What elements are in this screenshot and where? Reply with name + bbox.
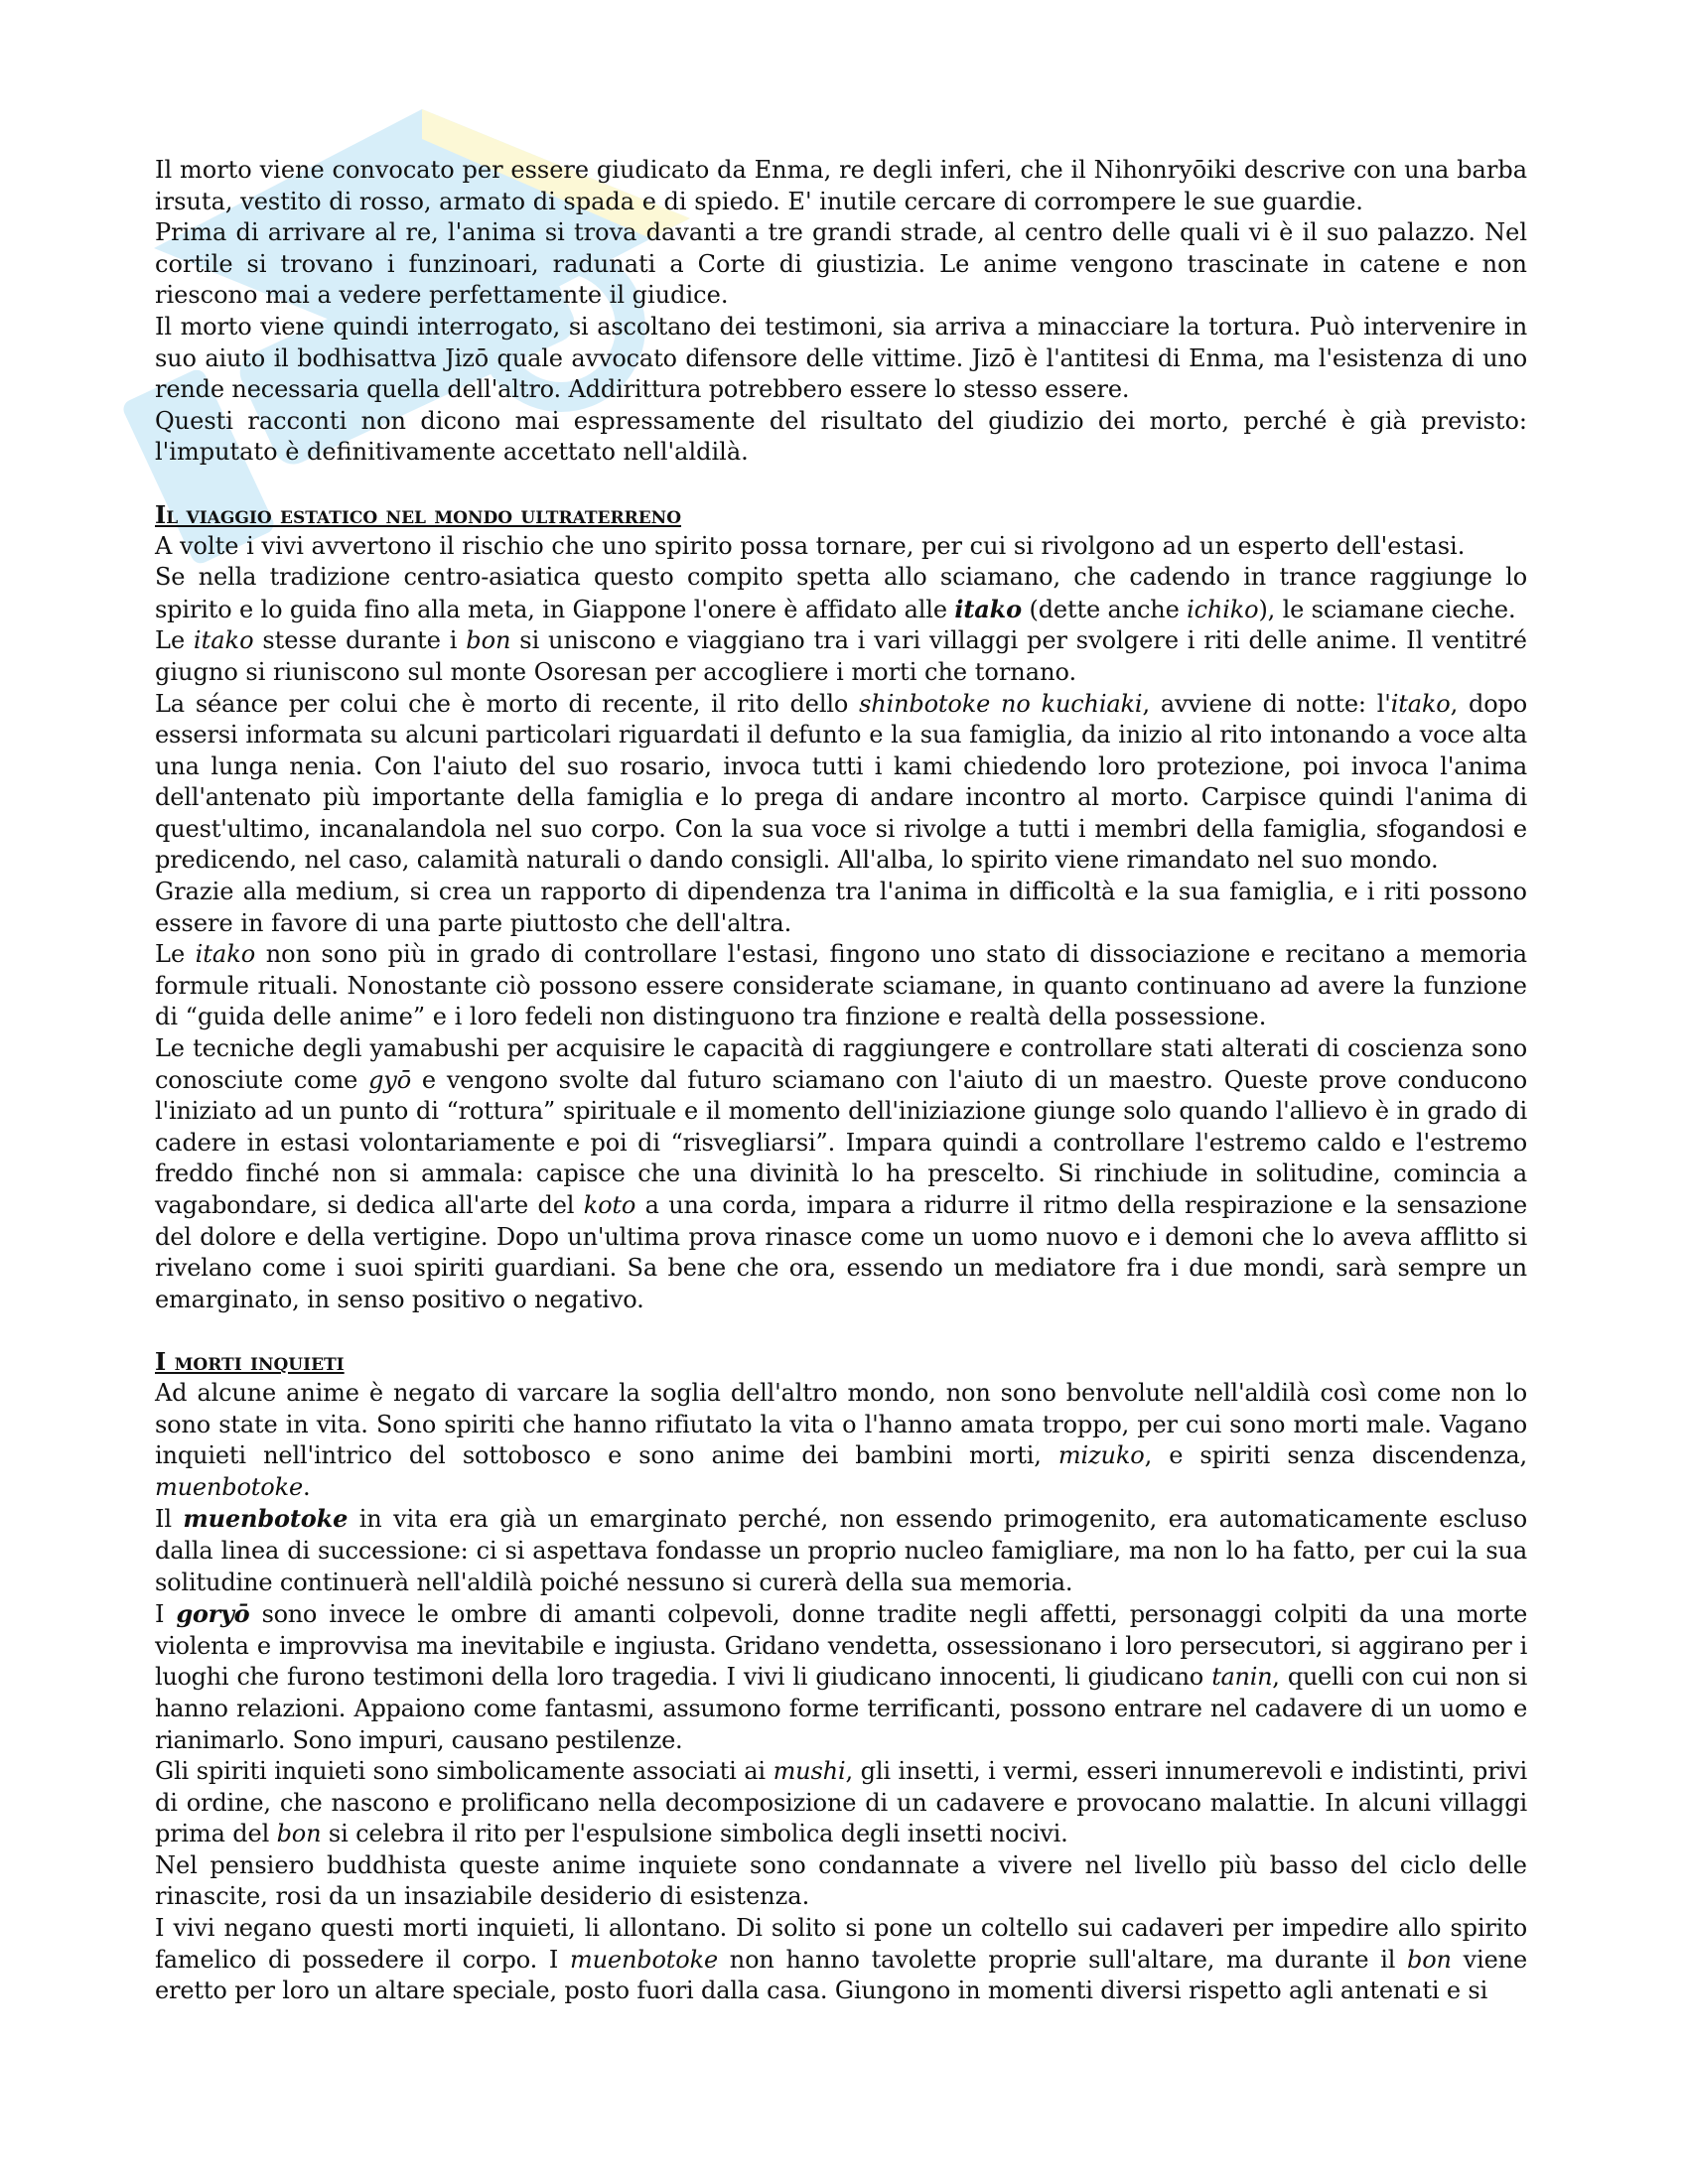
paragraph (155, 939, 1527, 1033)
text-run: , avviene di notte: l' (1142, 689, 1391, 718)
text-run: , e spiriti senza discendenza, (1144, 1441, 1527, 1470)
paragraph: Il morto viene convocato per essere giudicato da Enma, re degli inferi, che il Nihonryōiki descrive con una barba irsuta, vestito di rosso, armato di spada e di spiedo. E' inutile cercare di corrompere le sue guardie. (155, 156, 1527, 215)
text-run: a una corda, impara a ridurre il ritmo della respirazione e la sensazione del dolore e della vertigine. Dopo un'ultima prova rinasce come un uomo nuovo e i demoni che lo aveva afflitto si rivelano come i suoi spiriti guardiani. Sa bene che ora, essendo un mediatore fra i due mondi, sarà sempre un emarginato, in senso positivo o negativo. (155, 1191, 1528, 1313)
text-run: non sono più in grado di controllare l'estasi, fingono uno stato di dissociazione e recitano a memoria formule rituali. Nonostante ciò possono essere considerate sciamane, in quanto continuano ad avere la funzione di “guida delle anime” e i loro fedeli non distinguono tra finzione e realtà della possessione. (155, 940, 1527, 1031)
text-run: Le (155, 940, 196, 969)
section-restless-dead (155, 1346, 1527, 2006)
paragraph (155, 1913, 1527, 2007)
text-run: si uniscono e viaggiano tra i vari villaggi per svolgere i riti delle anime. Il ventitré giugno si riuniscono sul monte Osoresan per accogliere i morti che tornano. (155, 626, 1527, 686)
section-gap (155, 469, 1527, 499)
paragraph (155, 562, 1527, 625)
term-itako: itako (195, 940, 256, 969)
term-ichiko: ichiko (1187, 595, 1259, 623)
term-muenbotoke: muenbotoke (569, 1945, 719, 1974)
text-run: sono invece le ombre di amanti colpevoli, donne tradite negli affetti, personaggi colpiti da una morte violenta e improvvisa ma inevitabile e ingiusta. Gridano vendetta, ossessionano i loro persecutori, si aggirano per i luoghi che furono testimoni della loro tragedia. I vivi li giudicano innocenti, li giudicano (155, 1600, 1527, 1692)
text-run: , quelli con cui non si hanno relazioni. Appaiono come fantasmi, assumono forme terrificanti, possono entrare nel cadavere di un uomo e rianimarlo. Sono impuri, causano pestilenze. (155, 1663, 1528, 1754)
text-run: Ad alcune anime è negato di varcare la soglia dell'altro mondo, non sono benvolute nell'aldilà così come non lo sono state in vita. Sono spiriti che hanno rifiutato la vita o l'hanno amata troppo, per cui sono morti male. Vagano inquieti nell'intrico del sottobosco e sono anime dei bambini morti, (155, 1378, 1527, 1470)
paragraph (155, 1378, 1527, 1503)
section-heading: I morti inquieti (155, 1347, 345, 1377)
text-run: La séance per colui che è morto di recente, il rito dello (155, 689, 860, 718)
term-bon: bon (276, 1820, 322, 1848)
text-run: (dette anche (1022, 595, 1188, 623)
paragraph: Il morto viene quindi interrogato, si ascoltano dei testimoni, sia arriva a minacciare la tortura. Può intervenire in suo aiuto il bodhisattva Jizō quale avvocato difensore delle vittime. Jizō è l'antitesi di Enma, ma l'esistenza di uno rende necessaria quella dell'altro. Addirittura potrebbero essere lo stesso essere. (155, 312, 1527, 404)
text-run: I vivi negano questi morti inquieti, li allontano. Di solito si pone un coltello sui cadaveri per impedire allo spirito famelico di possedere il corpo. I (155, 1914, 1527, 1974)
text-run: I (155, 1600, 177, 1629)
paragraph: Grazie alla medium, si crea un rapporto di dipendenza tra l'anima in difficoltà e la sua famiglia, e i riti possono essere in favore di una parte piuttosto che dell'altra. (155, 878, 1527, 937)
document-page (155, 155, 1527, 2007)
term-tanin: tanin (1211, 1663, 1273, 1692)
term-gyo: gyō (368, 1065, 412, 1094)
term-itako: itako (1390, 689, 1451, 718)
text-run: , gli insetti, i vermi, esseri innumerevoli e indistinti, privi di ordine, che nascono e prolificano nella decomposizione di un cadavere e provocano malattie. In alcuni villaggi prima del (155, 1757, 1528, 1848)
term-itako: itako (193, 626, 254, 655)
section-ecstatic-journey (155, 499, 1527, 1315)
text-run: si celebra il rito per l'espulsione simbolica degli insetti nocivi. (321, 1820, 1068, 1848)
text-run: in vita era già un emarginato perché, non essendo primogenito, era automaticamente escluso dalla linea di successione: ci si aspettava fondasse un proprio nucleo famigliare, ma non lo ha fatto, per cui la sua solitudine continuerà nell'aldilà poiché nessuno si curerà della sua memoria. (155, 1505, 1528, 1596)
text-run: Le (155, 626, 194, 655)
text-run: e vengono svolte dal futuro sciamano con l'aiuto di un maestro. Queste prove conducono l'iniziato ad un punto di “rottura” spirituale e il momento dell'iniziazione giunge solo quando l'allievo è in grado di cadere in estasi volontariamente e poi di “risvegliarsi”. Impara quindi a controllare l'estremo caldo e l'estremo freddo finché non si ammala: capisce che una divinità lo ha prescelto. Si rinchiude in solitudine, comincia a vagabondare, si dedica all'arte del (155, 1065, 1528, 1219)
paragraph: Prima di arrivare al re, l'anima si trova davanti a tre grandi strade, al centro delle quali vi è il suo palazzo. Nel cortile si trovano i funzinoari, radunati a Corte di giustizia. Le anime vengono trascinate in catene e non riescono mai a vedere perfettamente il giudice. (155, 218, 1527, 310)
paragraph (155, 1598, 1527, 1756)
text-run: viene eretto per loro un altare speciale, posto fuori dalla casa. Giungono in momenti diversi rispetto agli antenati e si (155, 1945, 1527, 2005)
section-heading: Il viaggio estatico nel mondo ultraterreno (155, 499, 682, 529)
term-muenbotoke: muenbotoke (155, 1472, 304, 1501)
section-gap (155, 1315, 1527, 1346)
text-run: Gli spiriti inquieti sono simbolicamente associati ai (155, 1757, 774, 1786)
paragraph: Questi racconti non dicono mai espressamente del risultato del giudizio dei morto, perché è già previsto: l'imputato è definitivamente accettato nell'aldilà. (155, 406, 1527, 467)
paragraph (155, 1756, 1527, 1850)
text-run: non hanno tavolette proprie sull'altare, ma durante il (718, 1945, 1408, 1974)
text-run: . (303, 1472, 311, 1501)
term-koto: koto (583, 1191, 636, 1219)
term-shinbotoke: shinbotoke no kuchiaki (859, 689, 1143, 718)
paragraph (155, 689, 1527, 878)
term-muenbotoke: muenbotoke (183, 1504, 349, 1534)
paragraph: Nel pensiero buddhista queste anime inquiete sono condannate a vivere nel livello più basso del ciclo delle rinascite, rosi da un insaziabile desiderio di esistenza. (155, 1850, 1527, 1911)
text-run: Il (155, 1505, 184, 1534)
text-run: Le tecniche degli yamabushi per acquisire le capacità di raggiungere e controllare stati alterati di coscienza sono conosciute come (155, 1034, 1527, 1094)
text-run: Se nella tradizione centro-asiatica questo compito spetta allo sciamano, che cadendo in trance raggiunge lo spirito e lo guida fino alla meta, in Giappone l'onere è affidato alle (155, 563, 1527, 623)
term-bon: bon (1407, 1945, 1452, 1974)
term-mushi: mushi (773, 1757, 846, 1786)
text-run: , dopo essersi informata su alcuni particolari riguardati il defunto e la sua famiglia, da inizio al rito intonando a voce alta una lunga nenia. Con l'aiuto del suo rosario, invoca tutti i kami chiedendo loro protezione, poi invoca l'anima dell'antenato più importante della famiglia e lo prega di andare incontro al morto. Carpisce quindi l'anima di quest'ultimo, incanalandola nel suo corpo. Con la sua voce si rivolge a tutti i membri della famiglia, sfogandosi e predicendo, nel caso, calamità naturali o dando consigli. All'alba, lo spirito viene rimandato nel suo mondo. (155, 689, 1528, 875)
term-mizuko: mizuko (1057, 1441, 1145, 1470)
paragraph (155, 625, 1527, 688)
paragraph (155, 1033, 1527, 1315)
text-run: stesse durante i (253, 626, 467, 655)
term-goryo: goryō (176, 1599, 250, 1629)
paragraph: A volte i vivi avvertono il rischio che uno spirito possa tornare, per cui si rivolgono ad un esperto dell'estasi. (155, 531, 1466, 560)
term-itako: itako (954, 594, 1023, 623)
section-judgement (155, 155, 1527, 469)
text-run: ), le sciamane cieche. (1258, 595, 1516, 623)
paragraph (155, 1503, 1527, 1598)
term-bon: bon (466, 626, 511, 655)
